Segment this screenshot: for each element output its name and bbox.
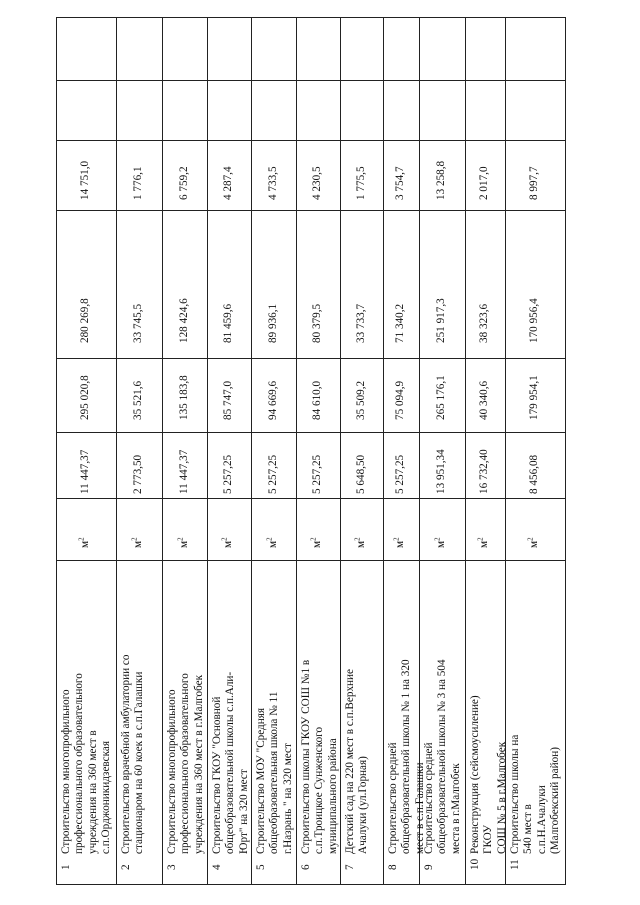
unit-cell [222, 537, 235, 548]
unit-label: м [266, 540, 279, 548]
unit-cost-cell: 13 951,34 [435, 449, 447, 494]
object-name-line: с.п.Н.Ачалуки (Малгобекский район) [535, 747, 562, 854]
row-border [56, 17, 57, 885]
row-border [116, 17, 117, 885]
object-name-cell [166, 673, 206, 854]
object-name-line: Ачалуки (ул.Горная) [357, 756, 370, 854]
object-name-line: Строительство средней [423, 742, 435, 854]
federal-funds-cell: 33 745,5 [132, 303, 144, 343]
object-name-line: общеобразовательной школы с.п.Али- [224, 671, 237, 854]
object-name-line: учреждения на 360 мест в г.Малгобек [192, 674, 205, 854]
unit-cost-cell: 11 447,37 [177, 449, 190, 494]
unit-cost-cell: 16 732,40 [478, 449, 490, 494]
row-number: 5 [255, 864, 267, 870]
object-name-line: Строительство многопрофильного [60, 689, 72, 854]
regional-funds-cell: 6 759,2 [177, 166, 190, 200]
object-name-line: стационаром на 60 коек в с.п.Галашки [133, 671, 146, 854]
row-border [565, 17, 566, 885]
object-name-cell [469, 683, 509, 854]
federal-funds-cell: 170 956,4 [528, 298, 540, 343]
object-name-cell [300, 660, 340, 854]
unit-label: м [354, 540, 367, 548]
object-name-cell [387, 659, 427, 854]
object-name-line: Строительство МОУ "Средняя [255, 707, 267, 854]
unit-cell [394, 537, 407, 548]
federal-funds-cell: 280 269,8 [79, 298, 91, 343]
regional-funds-cell: 4 230,5 [311, 166, 323, 200]
unit-cost-cell: 5 257,25 [266, 454, 279, 494]
row-number: 7 [344, 864, 356, 870]
row-number: 3 [166, 864, 178, 870]
unit-superscript: 2 [476, 537, 485, 541]
object-name-line: г.Назрань " на 320 мест [281, 743, 294, 854]
row-border [296, 17, 297, 885]
row-number: 6 [300, 864, 312, 870]
total-cost-cell: 179 954,1 [528, 375, 540, 420]
object-name-line: Детский сад на 220 мест в с.п.Верхние [344, 669, 356, 854]
row-number: 8 [387, 864, 399, 870]
unit-cell [175, 537, 191, 548]
column-border [56, 560, 565, 561]
object-name-cell [423, 659, 463, 854]
object-name-line: Строительство ГКОУ "Основной [211, 696, 223, 854]
unit-superscript: 2 [392, 537, 401, 541]
object-name-line: профессионального образовательного [179, 673, 192, 854]
object-name-line: муниципального района [326, 738, 339, 854]
column-border [56, 140, 565, 141]
federal-funds-cell: 251 917,3 [435, 298, 447, 343]
regional-funds-cell: 8 997,7 [528, 166, 540, 200]
total-cost-cell: 85 747,0 [222, 380, 234, 420]
unit-label: м [394, 540, 406, 548]
object-name-cell [120, 655, 147, 854]
unit-label: м [222, 540, 234, 548]
unit-label: м [478, 540, 490, 548]
unit-superscript: 2 [77, 537, 86, 541]
federal-funds-cell: 33 733,7 [354, 303, 367, 343]
federal-funds-cell: 80 379,5 [311, 303, 323, 343]
object-name-cell [211, 672, 251, 854]
regional-funds-cell: 1 776,1 [132, 166, 144, 200]
total-cost-cell: 35 521,6 [132, 380, 144, 420]
object-name-cell [344, 669, 371, 854]
unit-cell [79, 537, 92, 548]
unit-cell [528, 537, 541, 548]
row-number: 10 [469, 858, 481, 870]
object-name-line: Строительство средней [387, 742, 399, 854]
object-name-cell [60, 673, 114, 854]
object-name-line: Реконструкция (сейсмоусиление) ГКОУ [469, 695, 495, 854]
table-top-border [56, 17, 565, 18]
total-cost-cell: 35 509,2 [354, 380, 367, 420]
row-border [465, 17, 466, 885]
object-name-line: мест в с.п.Галашки [413, 762, 426, 854]
unit-cost-cell: 5 257,25 [311, 454, 323, 494]
object-name-line: места в г.Малгобек [449, 763, 462, 854]
unit-cell [264, 537, 280, 548]
federal-funds-cell: 71 340,2 [394, 303, 406, 343]
total-cost-cell: 40 340,6 [478, 380, 490, 420]
row-number: 11 [509, 859, 521, 870]
row-border [383, 17, 384, 885]
unit-label: м [132, 540, 144, 548]
total-cost-cell: 265 176,1 [435, 375, 447, 420]
unit-superscript: 2 [433, 537, 442, 541]
federal-funds-cell: 81 459,6 [222, 303, 234, 343]
row-number: 9 [423, 864, 435, 870]
unit-superscript: 2 [175, 537, 184, 541]
unit-label: м [528, 540, 540, 548]
total-cost-cell: 135 183,8 [177, 375, 190, 420]
row-number: 1 [60, 864, 72, 870]
federal-funds-cell: 89 936,1 [266, 303, 279, 343]
unit-cell [435, 537, 448, 548]
object-name-cell [509, 723, 563, 854]
unit-superscript: 2 [264, 537, 273, 541]
column-border [56, 80, 565, 81]
regional-funds-cell: 2 017,0 [478, 166, 490, 200]
unit-superscript: 2 [309, 537, 318, 541]
row-border [207, 17, 208, 885]
regional-funds-cell: 13 258,8 [435, 160, 447, 200]
object-name-line: Строительство врачебной амбулатории со [120, 654, 132, 854]
object-name-line: Юрт" на 320 мест [237, 769, 250, 854]
unit-cost-cell: 11 447,37 [79, 449, 91, 494]
unit-cost-cell: 5 257,25 [394, 454, 406, 494]
unit-superscript: 2 [130, 537, 139, 541]
column-border [56, 210, 565, 211]
row-number: 4 [211, 864, 223, 870]
object-name-line: Строительство многопрофильного [166, 689, 178, 854]
unit-cell [132, 537, 145, 548]
regional-funds-cell: 4 733,5 [266, 166, 279, 200]
unit-label: м [79, 540, 91, 548]
object-name-line: СОШ № 5 в г.Малгобек [495, 741, 508, 854]
regional-funds-cell: 3 754,7 [394, 166, 406, 200]
object-name-line: с.п.Орджоникидзевская [100, 741, 113, 854]
object-name-cell [255, 692, 295, 854]
regional-funds-cell: 14 751,0 [79, 160, 91, 200]
federal-funds-cell: 128 424,6 [177, 298, 190, 343]
row-number: 2 [120, 864, 132, 870]
object-name-line: с.п.Троицкое Сунженского [313, 726, 326, 854]
unit-cost-cell: 2 773,50 [132, 454, 144, 494]
unit-superscript: 2 [220, 537, 229, 541]
regional-funds-cell: 4 287,4 [222, 166, 234, 200]
unit-superscript: 2 [526, 537, 535, 541]
row-border [162, 17, 163, 885]
unit-label: м [177, 540, 190, 548]
unit-label: м [311, 540, 323, 548]
column-border [56, 498, 565, 499]
total-cost-cell: 94 669,6 [266, 380, 279, 420]
federal-funds-cell: 38 323,6 [478, 303, 490, 343]
unit-cost-cell: 5 257,25 [222, 454, 234, 494]
unit-label: м [435, 540, 447, 548]
column-border [56, 432, 565, 433]
total-cost-cell: 295 020,8 [79, 375, 91, 420]
object-name-line: Строительство школы на 540 мест в [509, 734, 535, 854]
object-name-line: профессионального образовательного [73, 673, 86, 854]
object-name-line: общеобразовательной школы № 3 на 504 [436, 659, 449, 854]
unit-superscript: 2 [352, 537, 361, 541]
total-cost-cell: 75 094,9 [394, 380, 406, 420]
object-name-line: общеобразовательная школа № 11 [268, 691, 281, 854]
object-name-line: учреждения на 360 мест в [86, 730, 99, 854]
unit-cell [352, 537, 368, 548]
total-cost-cell: 84 610,0 [311, 380, 323, 420]
unit-cost-cell: 8 456,08 [528, 454, 540, 494]
object-name-line: общеобразовательной школы № 1 на 320 [400, 659, 413, 854]
column-border [56, 358, 565, 359]
table-bottom-border [56, 884, 565, 885]
unit-cell [478, 537, 491, 548]
object-name-line: Строительство школы ГКОУ СОШ №1 в [300, 659, 312, 854]
regional-funds-cell: 1 775,5 [354, 166, 367, 200]
unit-cost-cell: 5 648,50 [354, 454, 367, 494]
unit-cell [311, 537, 324, 548]
